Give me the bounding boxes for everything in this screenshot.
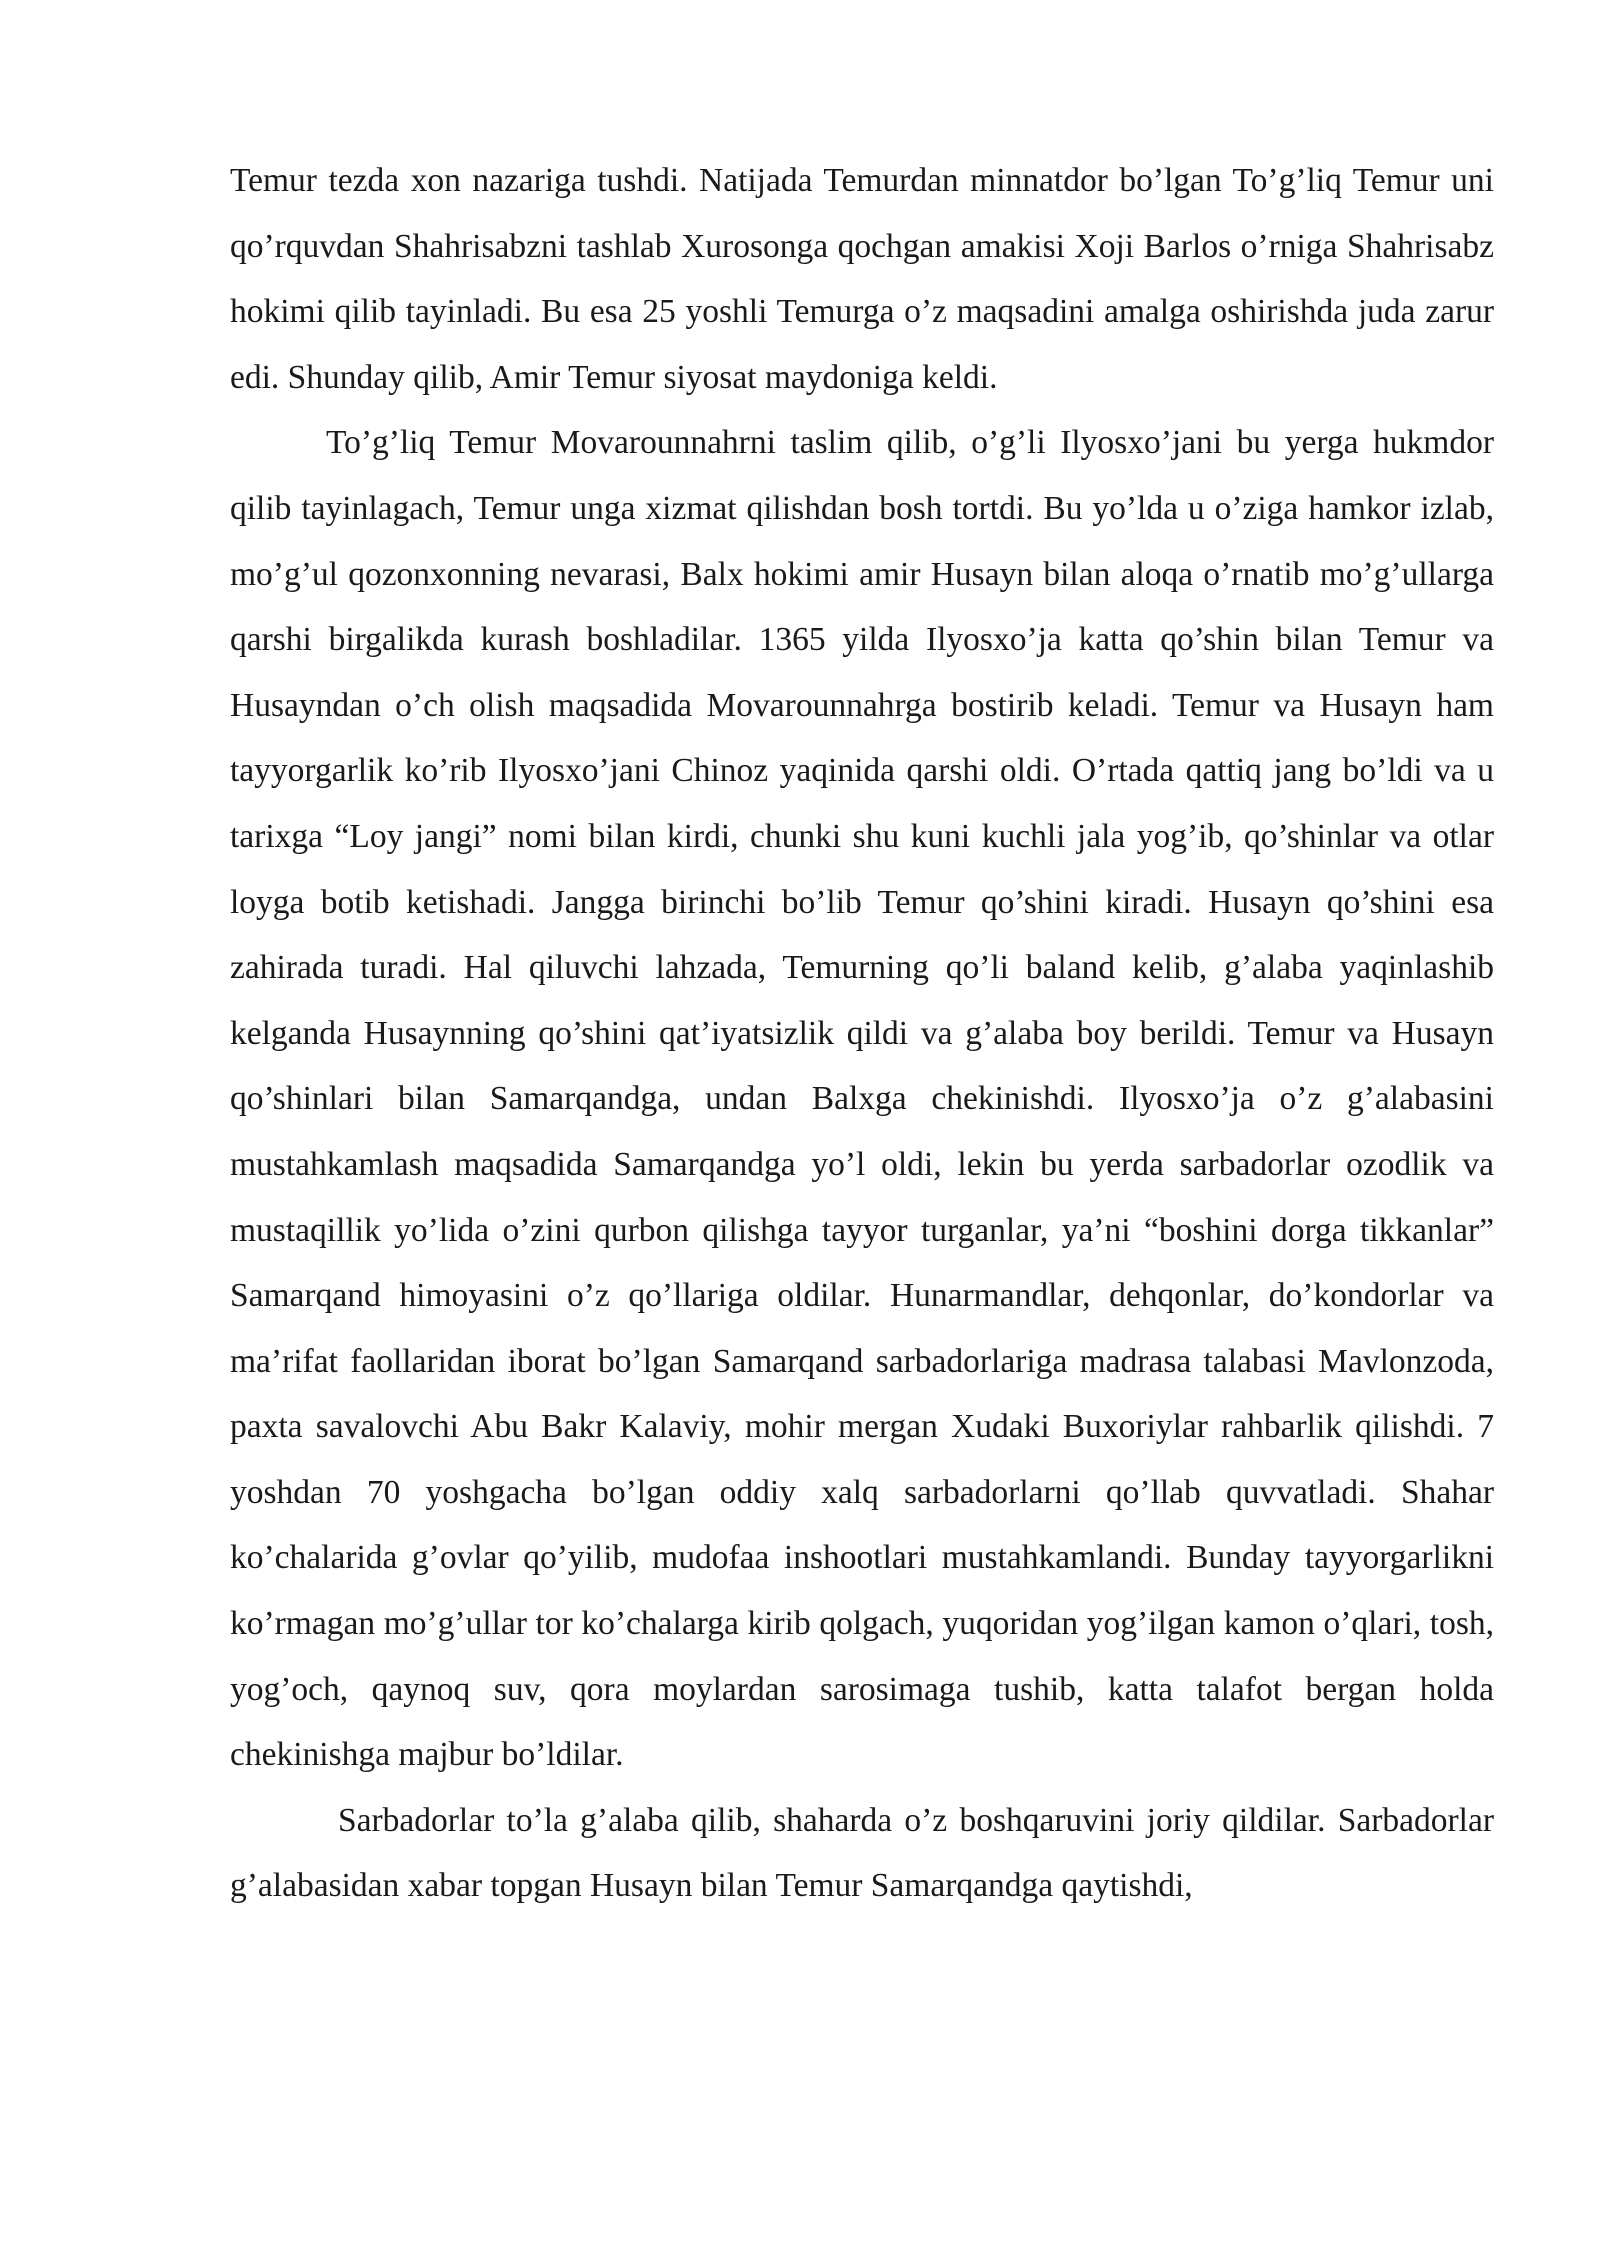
paragraph-3: Sarbadorlar to’la g’alaba qilib, shaharda o’z boshqaruvini joriy qildilar. Sarbadorlar g’alabasidan xabar topgan Husayn bilan Temur Samarqandga qaytishdi,	[230, 1801, 1494, 1905]
document-page	[230, 148, 1494, 1919]
paragraph-1: Temur tezda xon nazariga tushdi. Natijada Temurdan minnatdor bo’lgan To’g’liq Temur uni qo’rquvdan Shahrisabzni tashlab Xurosonga qochgan amakisi Xoji Barlos o’rniga Shahrisabz hokimi qilib tayinladi. Bu esa 25 yoshli Temurga o’z maqsadini amalga oshirishda juda zarur edi. Shunday qilib, Amir Temur siyosat maydoniga keldi.	[230, 162, 1494, 396]
paragraph-2: To’g’liq Temur Movarounnahrni taslim qilib, o’g’li Ilyosxo’jani bu yerga hukmdor qilib tayinlagach, Temur unga xizmat qilishdan bosh tortdi. Bu yo’lda u o’ziga hamkor izlab, mo’g’ul qozonxonning nevarasi, Balx hokimi amir Husayn bilan aloqa o’rnatib mo’g’ullarga qarshi birgalikda kurash boshladilar. 1365 yilda Ilyosxo’ja katta qo’shin bilan Temur va Husayndan o’ch olish maqsadida Movarounnahrga bostirib keladi. Temur va Husayn ham tayyorgarlik ko’rib Ilyosxo’jani Chinoz yaqinida qarshi oldi. O’rtada qattiq jang bo’ldi va u tarixga “Loy jangi” nomi bilan kirdi, chunki shu kuni kuchli jala yog’ib, qo’shinlar va otlar loyga botib ketishadi. Jangga birinchi bo’lib Temur qo’shini kiradi. Husayn qo’shini esa zahirada turadi. Hal qiluvchi lahzada, Temurning qo’li baland kelib, g’alaba yaqinlashib kelganda Husaynning qo’shini qat’iyatsizlik qildi va g’alaba boy berildi. Temur va Husayn qo’shinlari bilan Samarqandga, undan Balxga chekinishdi. Ilyosxo’ja o’z g’alabasini mustahkamlash maqsadida Samarqandga yo’l oldi, lekin bu yerda sarbadorlar ozodlik va mustaqillik yo’lida o’zini qurbon qilishga tayyor turganlar, ya’ni “boshini dorga tikkanlar” Samarqand himoyasini o’z qo’llariga oldilar. Hunarmandlar, dehqonlar, do’kondorlar va ma’rifat faollaridan iborat bo’lgan Samarqand sarbadorlariga madrasa talabasi Mavlonzoda, paxta savalovchi Abu Bakr Kalaviy, mohir mergan Xudaki Buxoriylar rahbarlik qilishdi. 7 yoshdan 70 yoshgacha bo’lgan oddiy xalq sarbadorlarni qo’llab quvvatladi. Shahar ko’chalarida g’ovlar qo’yilib, mudofaa inshootlari mustahkamlandi. Bunday tayyorgarlikni ko’rmagan mo’g’ullar tor ko’chalarga kirib qolgach, yuqoridan yog’ilgan kamon o’qlari, tosh, yog’och, qaynoq suv, qora moylardan sarosimaga tushib, katta talafot bergan holda chekinishga majbur bo’ldilar.	[230, 424, 1494, 1774]
